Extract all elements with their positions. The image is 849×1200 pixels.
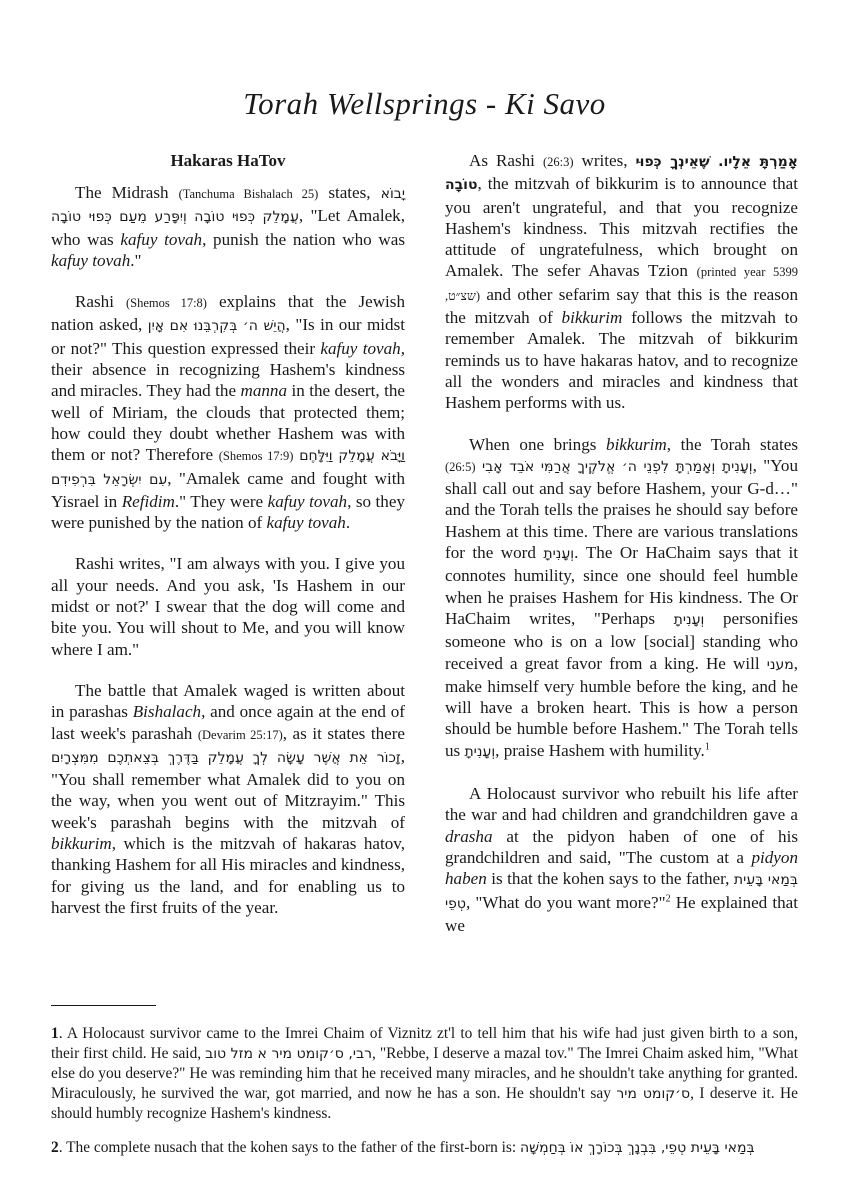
source-ref: (26:3) — [542, 155, 574, 169]
hebrew-word: וְעָנִיתָ — [543, 546, 575, 563]
hebrew-quote: וַיָּבֹא עֲמָלֵק וַיִּלָּחֶם עִם יִשְׂרָאֵל בִּרְפִידִם — [51, 448, 405, 488]
hebrew-quote: בְּמַאי בָּעֵית טְפֵי, בִּבְנָךְ בְּכוֹרָךְ אוֹ בְּחַמְשָׁה — [520, 1139, 755, 1156]
footnote: 1. A Holocaust survivor came to the Imrei Chaim of Viznitz zt'l to tell him that his wife had just given birth to a son, their first child. He said, רבי, ס׳קומט מיר א מזל טוב, "Rebbe, I deserve a mazal tov." The Imrei Chaim asked him, "What else do you deserve?" He was reminding him that he received many miracles, and he shouldn't take anything for granted. Miraculously, he survived the war, got married, and now he has a son. He shouldn't say ס׳קומט מיר, I deserve it. He should humbly recognize Hashem's kindness. — [51, 1025, 798, 1122]
paragraph: Rashi (Shemos 17:8) explains that the Jewish nation asked, הֲיֵשׁ ה׳ בְּקִרְבֵּנוּ אִם אָיִן, "Is in our midst or not?" This question expressed their kafuy tovah, their absence in recognizing Hashem's kindness and miracles. They had the manna in the desert, the well of Miriam, the clouds that protected them; how could they doubt whether Hashem was with them or not? Therefore (Shemos 17:9) וַיָּבֹא עֲמָלֵק וַיִּלָּחֶם עִם יִשְׂרָאֵל בִּרְפִידִם, "Amalek came and fought with Yisrael in Refidim." They were kafuy tovah, so they were punished by the nation of kafuy tovah. — [51, 292, 405, 533]
hebrew-quote: יָבוֹא עֲמָלֵק כְּפוּי טוֹבָה וְיִפָּרַע מֵעַם כְּפוּי טוֹבָה — [51, 186, 405, 226]
hebrew-word: וְעָנִיתָ — [464, 743, 496, 760]
hebrew-quote: וְעָנִיתָ וְאָמַרְתָּ לִפְנֵי ה׳ אֱלֹקֶיךָ אֲרַמִּי אֹבֵד אָבִי — [482, 458, 753, 475]
footnotes — [51, 1024, 798, 1172]
paragraph: As Rashi (26:3) writes, אָמַרְתָּ אֵלָיו. שֶׁאֵינְךָ כְּפוּי טוֹבָה, the mitzvah of bikkurim is to announce that you aren't ungrateful, and that you recognize Hashem's kindness. This mitzvah rectifies the attitude of ungratefulness, which brought on Amalek. The sefer Ahavas Tzion (printed year 5399 ,שצ״ט) and other sefarim say that this is the reason the mitzvah of bikkurim follows the mitzvah to remember Amalek. The mitzvah of bikkurim reminds us to have hakaras hatov, and to recognize all the wonders and miracles and kindness that Hashem performs with us. — [445, 151, 798, 413]
paragraph: A Holocaust survivor who rebuilt his life after the war and had children and grandchildren gave a drasha at the pidyon haben of one of his grandchildren and said, "The custom at a pidyon haben is that the kohen says to the father, בְּמַאי בָּעֵית טְפֵי, "What do you want more?"$^2$ He explained that we — [445, 784, 799, 935]
hebrew-quote: הֲיֵשׁ ה׳ בְּקִרְבֵּנוּ אִם אָיִן — [147, 318, 286, 335]
paragraph: Rashi writes, "I am always with you. I give you all your needs. And you ask, 'Is Hashem in our midst or not?' I swear that the dog will come and bite you. You will shout to Me, and you will know where I am." — [51, 554, 405, 659]
hebrew-quote: זָכוֹר אֵת אֲשֶׁר עָשָׂה לְךָ עֲמָלֵק בַּדֶּרֶךְ בְּצֵאתְכֶם מִמִּצְרָיִם — [51, 749, 401, 766]
paragraph: The Midrash (Tanchuma Bishalach 25) states, יָבוֹא עֲמָלֵק כְּפוּי טוֹבָה וְיִפָּרַע מֵעַם כְּפוּי טוֹבָה, "Let Amalek, who was kafuy tovah, punish the nation who was kafuy tovah." — [51, 183, 405, 270]
source-ref: (printed year 5399 ,שצ״ט) — [445, 265, 798, 303]
footnote-marker: 2 — [665, 892, 671, 904]
paragraph: When one brings bikkurim, the Torah states (26:5) וְעָנִיתָ וְאָמַרְתָּ לִפְנֵי ה׳ אֱלֹקֶיךָ אֲרַמִּי אֹבֵד אָבִי, "You shall call out and say before Hashem, your G-d…" and the Torah tells the praises he should say before Hashem at this time. There are various translations for the word וְעָנִיתָ. The Or HaChaim says that it connotes humility, since one should feel humble when he praises Hashem for His kindness. The Or HaChaim writes, "Perhaps וְעָנִיתָ personifies someone who is on a low [social] standing who received a great favor from a king. He will מעני, make himself very humble before the king, and he will have a broken heart. This is how a person should be humble before Hashem." The Torah tells us וְעָנִיתָ, praise Hashem with humility.$^1$ — [445, 434, 798, 760]
hebrew-quote: ס׳קומט מיר — [616, 1085, 691, 1102]
footnote: 2. The complete nusach that the kohen says to the father of the first-born is: בְּמַאי בָּעֵית טְפֵי, בִּבְנָךְ בְּכוֹרָךְ אוֹ בְּחַמְשָׁה — [51, 1138, 755, 1156]
right-column — [445, 150, 798, 956]
source-ref: (Shemos 17:8) — [125, 296, 207, 311]
paragraph: The battle that Amalek waged is written about in parashas Bishalach, and once again at the end of last week's parashah (Devarim 25:17), as it states there זָכוֹר אֵת אֲשֶׁר עָשָׂה לְךָ עֲמָלֵק בַּדֶּרֶךְ בְּצֵאתְכֶם מִמִּצְרָיִם, "You shall remember what Amalek did to you on the way, when you went out of Mitzrayim." This week's parashah begins with the mitzvah of bikkurim, which is the mitzvah of hakaras hatov, thanking Hashem for all His miracles and kindness, for giving us the land, and for enabling us to harvest the first fruits of the year. — [51, 680, 406, 917]
source-ref: (26:5) — [445, 459, 476, 474]
page-title: Torah Wellsprings - Ki Savo — [243, 86, 606, 121]
hebrew-quote: רבי, ס׳קומט מיר א מזל טוב — [205, 1045, 373, 1062]
hebrew-word: וְעָנִיתָ — [673, 611, 705, 628]
source-ref: (Shemos 17:9) — [218, 449, 294, 464]
hebrew-quote: אָמַרְתָּ אֵלָיו. שֶׁאֵינְךָ כְּפוּי טוֹבָה — [445, 154, 798, 194]
left-column — [51, 150, 405, 938]
hebrew-quote: בְּמַאי בָּעֵית טְפֵי — [445, 872, 799, 912]
section-heading: Hakaras HaTov — [170, 151, 286, 170]
source-ref: (Devarim 25:17) — [197, 727, 283, 742]
hebrew-word: מעני — [766, 656, 794, 673]
source-ref: (Tanchuma Bishalach 25) — [178, 187, 319, 201]
footnote-divider — [51, 1005, 156, 1006]
footnote-marker: 1 — [704, 741, 710, 753]
